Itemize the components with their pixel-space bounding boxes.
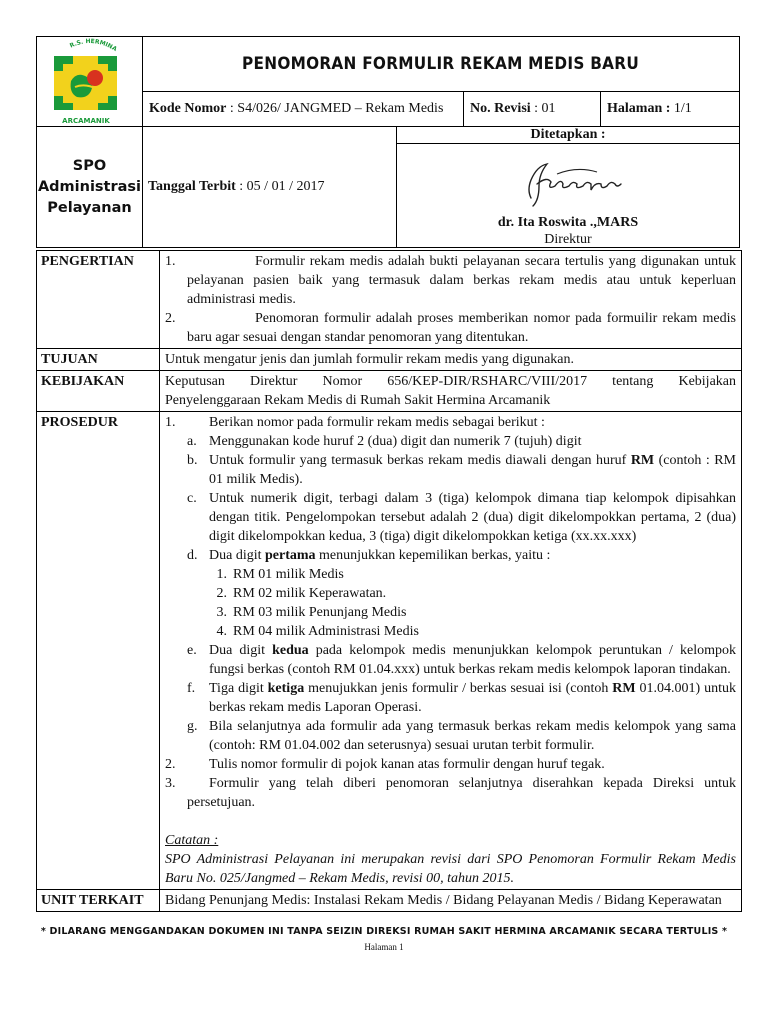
bold-part: ketiga — [267, 681, 305, 696]
sub-text — [209, 546, 736, 565]
revisi-label: No. Revisi — [470, 101, 531, 116]
label-kebijakan: KEBIJAKAN — [37, 371, 160, 412]
step-text: Berikan nomor pada formulir rekam medis sebagai berikut : — [209, 415, 545, 430]
bold-part: RM — [630, 453, 655, 468]
pengertian-item-1 — [165, 252, 736, 309]
row-pengertian — [37, 251, 742, 349]
kode-nomor-cell — [143, 92, 464, 127]
ownership-item — [165, 565, 736, 584]
row-unit-terkait — [37, 890, 742, 912]
label-tujuan: TUJUAN — [37, 349, 160, 371]
ownership-item — [165, 603, 736, 622]
item-number: 1. — [165, 254, 176, 269]
prosedur-sub-e — [165, 641, 736, 679]
prosedur-sub-a — [165, 432, 736, 451]
tanggal-terbit-cell — [143, 127, 397, 247]
ownership-number: 1. — [216, 567, 227, 582]
kebijakan-line-2: Penyelenggaraan Rekam Medis di Rumah Sakit Hermina Arcamanik — [165, 393, 551, 408]
sub-letter: b. — [187, 453, 198, 468]
catatan-label: Catatan : — [165, 833, 219, 848]
tanggal-label: Tanggal Terbit — [148, 179, 236, 194]
step-number: 2. — [165, 757, 176, 772]
step-number: 3. — [165, 776, 176, 791]
catatan-text: SPO Administrasi Pelayanan ini merupakan revisi dari SPO Penomoran Formulir Rekam Medis Baru No. 025/Jangmed – Rekam Medis, revisi 00, tahun 2015. — [165, 852, 736, 886]
kebijakan-line-1: Keputusan Direktur Nomor 656/KEP-DIR/RSHARC/VIII/2017 tentang Kebijakan — [165, 374, 736, 389]
text-part: Dua digit — [209, 643, 273, 658]
bold-part: RM — [612, 681, 636, 696]
ownership-item — [165, 584, 736, 603]
director-name: dr. Ita Roswita .,MARS — [497, 215, 639, 230]
ownership-number: 3. — [216, 605, 227, 620]
revisi-value: : 01 — [534, 101, 556, 116]
tanggal-value: : 05 / 01 / 2017 — [239, 179, 325, 194]
copy-warning: * DILARANG MENGGANDAKAN DOKUMEN INI TANPA SEIZIN DIREKSI RUMAH SAKIT HERMINA ARCAMANIK SECARA TERTULIS * — [40, 926, 728, 937]
sub-letter: e. — [187, 643, 197, 658]
bold-part: pertama — [265, 548, 316, 563]
ownership-text: RM 04 milik Administrasi Medis — [233, 624, 419, 639]
sub-letter: c. — [187, 491, 197, 506]
svg-text:R.S. HERMINA — [69, 38, 119, 53]
ownership-item — [165, 622, 736, 641]
director-signature — [517, 156, 627, 211]
prosedur-step-2 — [165, 755, 736, 774]
document-header — [36, 36, 740, 248]
prosedur-sub-b — [165, 451, 736, 489]
kode-value: : S4/026/ JANGMED – Rekam Medis — [229, 101, 444, 116]
sub-text — [209, 679, 736, 717]
spo-line-1: SPO — [72, 157, 107, 174]
prosedur-sub-f — [165, 679, 736, 717]
text-part: Tiga digit — [209, 681, 268, 696]
step-number: 1. — [165, 415, 176, 430]
halaman-cell — [601, 92, 739, 127]
sub-text: Untuk numerik digit, terbagi dalam 3 (tiga) kelompok dimana tiap kelompok dipisahkan dengan titik. Pengelompokan tersebut adalah 2 (dua) digit dikelompokkan pertama, 2 (dua) digit dikelompokkan kedua, 3 (tiga) digit dikelompokkan ketiga (xx.xx.xxx) — [209, 491, 736, 544]
signature-cell — [397, 144, 739, 247]
text-part: pada kelompok medis menunjukkan kelompok peruntukan / kelompok fungsi berkas (contoh RM 01.04.xxx) untuk berkas rekam medis kelompok laporan tindakan. — [209, 643, 736, 677]
ownership-number: 4. — [216, 624, 227, 639]
sub-text — [209, 641, 736, 679]
row-tujuan — [37, 349, 742, 371]
ownership-text: RM 01 milik Medis — [233, 567, 344, 582]
label-unit-terkait: UNIT TERKAIT — [37, 890, 160, 912]
unit-terkait-text: Bidang Penunjang Medis: Instalasi Rekam Medis / Bidang Pelayanan Medis / Bidang Keperawatan — [160, 890, 742, 912]
sub-letter: d. — [187, 548, 198, 563]
spo-content-table — [36, 250, 742, 912]
halaman-value: 1/1 — [673, 101, 692, 116]
page-number: Halaman 1 — [364, 942, 404, 952]
halaman-label: Halaman : — [607, 101, 671, 116]
document-title-cell — [143, 37, 739, 92]
spo-line-3: Pelayanan — [47, 199, 132, 216]
ditetapkan-label: Ditetapkan : — [397, 127, 739, 144]
logo-bottom-text: ARCAMANIK — [62, 117, 110, 125]
spo-cell — [37, 127, 143, 247]
hospital-logo — [37, 37, 143, 127]
bold-part: kedua — [272, 643, 309, 658]
ownership-number: 2. — [216, 586, 227, 601]
text-part: (contoh : RM 01 milik Medis). — [209, 453, 736, 487]
step-text: Tulis nomor formulir di pojok kanan atas formulir dengan huruf tegak. — [209, 757, 605, 772]
logo-top-text: R.S. HERMINA — [68, 37, 119, 54]
step-text: Formulir yang telah diberi penomoran selanjutnya diserahkan kepada Direksi untuk persetujuan. — [187, 776, 736, 810]
director-title: Direktur — [544, 232, 592, 247]
logo-cell — [37, 37, 143, 127]
ownership-text: RM 03 milik Penunjang Medis — [233, 605, 407, 620]
text-part: 01.04.001) untuk berkas rekam medis Laporan Operasi. — [209, 681, 736, 715]
item-number: 2. — [165, 311, 176, 326]
spo-line-2: Administrasi — [37, 178, 142, 195]
text-part: menujukkan jenis formulir / berkas sesuai isi (contoh — [304, 681, 613, 696]
ownership-text: RM 02 milik Keperawatan. — [233, 586, 387, 601]
sub-text: Bila selanjutnya ada formulir ada yang termasuk berkas rekam medis kelompok yang sama (contoh: RM 01.04.002 dan seterusnya) sesuai urutan terbit formulir. — [209, 719, 736, 753]
label-prosedur: PROSEDUR — [37, 412, 160, 890]
prosedur-sub-g — [165, 717, 736, 755]
item-text: Formulir rekam medis adalah bukti pelayanan secara tertulis yang digunakan untuk pelayanan pasien baik yang termasuk dalam berkas rekam medis atau untuk keperluan administrasi medis. — [187, 254, 736, 307]
item-text: Penomoran formulir adalah proses memberikan nomor pada formuilir rekam medis baru agar sesuai dengan standar penomoran yang ditentukan. — [187, 311, 736, 345]
text-part: Untuk formulir yang termasuk berkas rekam medis diawali dengan huruf — [209, 453, 631, 468]
tujuan-text: Untuk mengatur jenis dan jumlah formulir rekam medis yang digunakan. — [160, 349, 742, 371]
row-kebijakan — [37, 371, 742, 412]
pengertian-item-2 — [165, 309, 736, 347]
text-part: menunjukkan kepemilikan berkas, yaitu : — [315, 548, 551, 563]
prosedur-sub-d — [165, 546, 736, 565]
document-title: PENOMORAN FORMULIR REKAM MEDIS BARU — [242, 54, 640, 74]
prosedur-sub-c — [165, 489, 736, 546]
kode-label: Kode Nomor — [149, 101, 227, 116]
prosedur-step-3 — [165, 774, 736, 812]
revisi-cell — [464, 92, 601, 127]
sub-text: Menggunakan kode huruf 2 (dua) digit dan numerik 7 (tujuh) digit — [209, 434, 582, 449]
row-prosedur — [37, 412, 742, 890]
label-pengertian: PENGERTIAN — [37, 251, 160, 349]
text-part: Dua digit — [209, 548, 265, 563]
sub-letter: g. — [187, 719, 198, 734]
sub-letter: a. — [187, 434, 197, 449]
prosedur-step-1 — [165, 413, 736, 432]
sub-letter: f. — [187, 681, 196, 696]
sub-text — [209, 451, 736, 489]
